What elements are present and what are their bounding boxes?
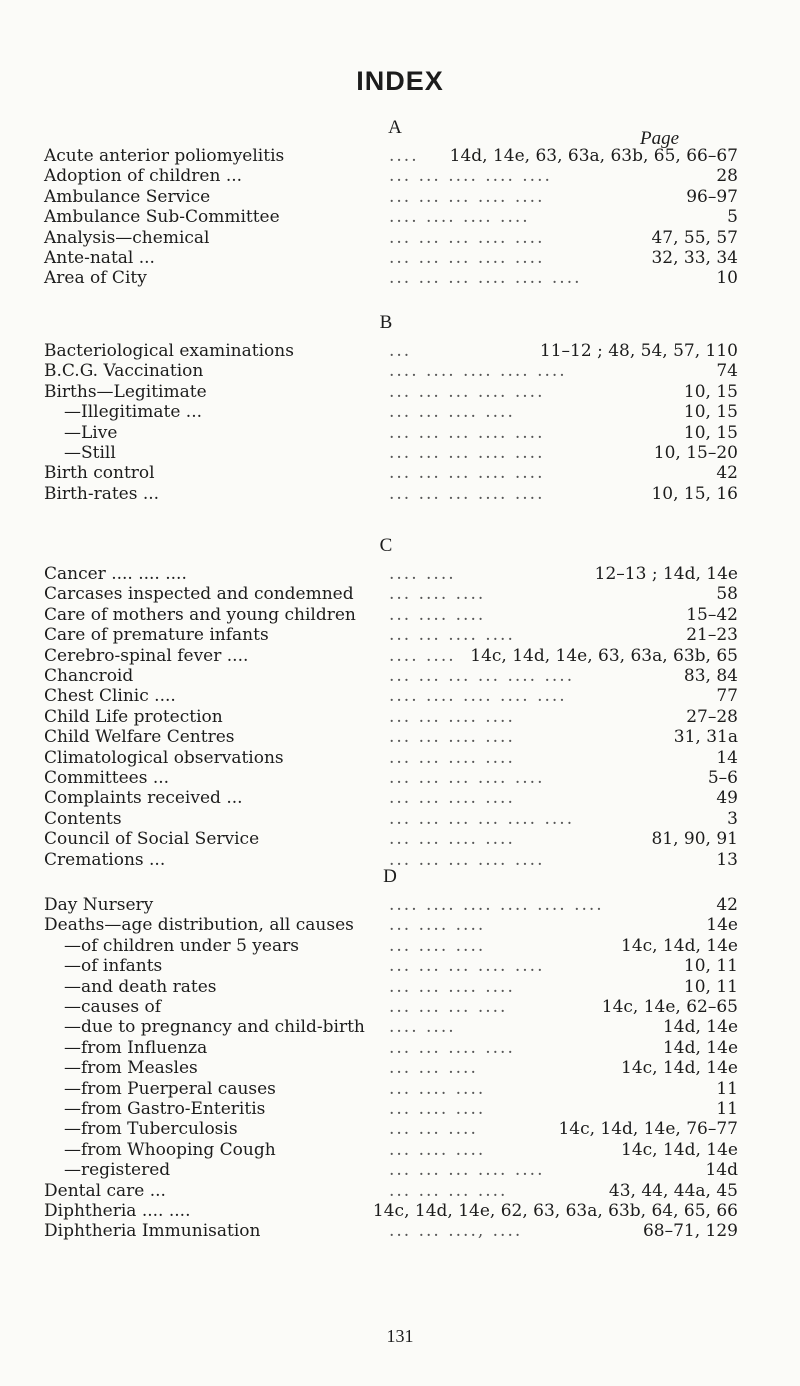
leader-dots: ... ... .... .... (389, 402, 515, 423)
index-entry (44, 1220, 738, 1242)
entry-pages: 49 (716, 788, 738, 809)
leader-dots: ... .... .... (389, 1078, 486, 1099)
index-entry (44, 267, 738, 289)
index-entry (44, 787, 738, 809)
index-entry (44, 1118, 738, 1140)
leader-dots: ... ... ... .... .... (389, 422, 545, 443)
leader-dots: ... .... .... (389, 584, 486, 605)
entry-pages: 10, 11 (683, 956, 738, 977)
index-entry (44, 955, 738, 977)
entry-label: Committees ... (44, 768, 170, 788)
index-entry (44, 186, 738, 208)
entry-label: —Live (64, 422, 118, 443)
index-entry (44, 1016, 738, 1038)
leader-dots: ... ... .... .... (389, 1037, 515, 1058)
entry-pages: 14d, 14e, 63, 63a, 63b, 65, 66–67 (449, 146, 738, 166)
index-entry (44, 645, 738, 667)
leader-dots: ... ... ... .... .... (389, 381, 545, 402)
entry-label: Ante-natal ... (44, 248, 155, 268)
entry-pages: 10, 15 (683, 422, 738, 443)
index-entry (44, 145, 738, 167)
entry-label: Area of City (44, 268, 147, 289)
entry-pages: 10, 15–20 (653, 443, 738, 463)
entry-label: —Illegitimate ... (64, 402, 203, 423)
leader-dots: ... ... ... .... (389, 997, 508, 1017)
entry-label: Birth control (44, 463, 155, 484)
index-entry (44, 247, 738, 269)
index-entry (44, 935, 738, 957)
leader-dots: ... ... .... .... (389, 625, 515, 646)
entry-pages: 14d, 14e (662, 1037, 738, 1058)
entry-label: Council of Social Service (44, 829, 260, 850)
index-entry (44, 360, 738, 382)
entry-pages: 5–6 (707, 768, 738, 788)
entry-label: Day Nursery (44, 895, 154, 915)
entry-label: Care of mothers and young children (44, 604, 356, 625)
leader-dots: ... .... .... (389, 935, 486, 956)
entry-pages: 14e (706, 915, 738, 936)
entry-pages: 14c, 14d, 14e (621, 1139, 738, 1160)
section-letter: C (379, 535, 393, 556)
leader-dots: ... ... ... .... .... (389, 956, 545, 977)
index-entry (44, 665, 738, 687)
leader-dots: ... ... .... .... (389, 829, 515, 850)
entry-pages: 42 (716, 463, 738, 484)
entry-label: Ambulance Sub-Committee (44, 207, 280, 228)
leader-dots: ... .... .... (389, 1099, 486, 1119)
entry-pages: 58 (716, 584, 738, 605)
index-entry (44, 422, 738, 444)
leader-dots: ... ... ... .... .... (389, 248, 545, 268)
index-entry (44, 563, 738, 585)
leader-dots: ... ... ... .... .... (389, 443, 545, 463)
index-entry (44, 976, 738, 998)
leader-dots: ... (389, 341, 412, 361)
index-entry (44, 1200, 738, 1222)
index-title: INDEX (356, 66, 444, 96)
entry-pages: 10 (716, 268, 738, 289)
entry-label: —Still (64, 443, 116, 463)
entry-pages: 11 (716, 1078, 738, 1099)
entry-label: Cerebro-spinal fever .... (44, 645, 249, 666)
entry-pages: 74 (716, 361, 738, 382)
entry-label: Birth-rates ... (44, 483, 160, 504)
index-entry (44, 747, 738, 769)
entry-label: Carcases inspected and condemned (44, 584, 354, 605)
leader-dots: .... .... .... .... .... (389, 361, 567, 382)
leader-dots: ... ... ... .... .... (389, 227, 545, 248)
entry-label: Births—Legitimate (44, 381, 207, 402)
leader-dots: ... ... ... .... .... (389, 186, 545, 207)
entry-pages: 11 (716, 1099, 738, 1119)
entry-pages: 14d, 14e (662, 1017, 738, 1038)
entry-label: Adoption of children ... (44, 166, 243, 187)
entry-pages: 14c, 14d, 14e, 63, 63a, 63b, 65 (470, 645, 738, 666)
index-entry (44, 767, 738, 789)
entry-pages: 13 (716, 849, 738, 870)
index-entry (44, 483, 738, 505)
leader-dots: ... ... ... .... .... (389, 463, 545, 484)
entry-pages: 14c, 14d, 14e (621, 935, 738, 956)
index-entry (44, 227, 738, 249)
leader-dots: ... ... ... .... (389, 1180, 508, 1201)
entry-pages: 14c, 14d, 14e (621, 1058, 738, 1079)
leader-dots: ... ... .... .... .... (389, 166, 552, 187)
entry-label: —and death rates (64, 976, 217, 997)
entry-label: Deaths—age distribution, all causes (44, 915, 354, 936)
leader-dots: ... ... .... (389, 1058, 478, 1079)
entry-pages: 14c, 14e, 62–65 (601, 997, 738, 1017)
entry-label: Cancer .... .... .... (44, 564, 187, 584)
index-entry (44, 604, 738, 626)
entry-pages: 10, 11 (683, 976, 738, 997)
leader-dots: ... ... ... .... .... (389, 483, 545, 504)
section-letter: A (388, 117, 402, 138)
leader-dots: ... ... .... .... (389, 747, 515, 768)
entry-pages: 81, 90, 91 (651, 829, 738, 850)
entry-pages: 15–42 (686, 604, 738, 625)
index-entry (44, 624, 738, 646)
leader-dots: ... ... ... .... .... (389, 1160, 545, 1181)
entry-pages: 96–97 (686, 186, 738, 207)
index-entry (44, 828, 738, 850)
entry-pages: 10, 15 (683, 402, 738, 423)
leader-dots: .... .... .... .... .... .... (389, 895, 604, 915)
page-number: 131 (386, 1326, 414, 1346)
entry-pages: 28 (716, 166, 738, 187)
leader-dots: .... .... .... .... .... (389, 686, 567, 707)
index-entry (44, 996, 738, 1018)
entry-pages: 14c, 14d, 14e, 76–77 (558, 1119, 738, 1140)
index-entry (44, 165, 738, 187)
entry-pages: 68–71, 129 (642, 1221, 738, 1242)
leader-dots: .... .... (389, 645, 456, 666)
leader-dots: ... ... ... .... .... (389, 849, 545, 870)
entry-label: —from Puerperal causes (64, 1078, 276, 1099)
leader-dots: ... ... ... .... .... (389, 768, 545, 788)
entry-label: —from Influenza (64, 1037, 208, 1058)
entry-label: —of children under 5 years (64, 935, 299, 956)
index-entry (44, 914, 738, 936)
entry-label: —from Tuberculosis (64, 1119, 238, 1140)
entry-label: Care of premature infants (44, 625, 269, 646)
leader-dots: .... .... .... .... (389, 207, 530, 228)
entry-label: Acute anterior poliomyelitis (44, 146, 285, 166)
page-column-header: Page (640, 128, 680, 149)
entry-label: Bacteriological examinations (44, 341, 294, 361)
entry-pages: 10, 15 (683, 381, 738, 402)
index-entry (44, 340, 738, 362)
index-entry (44, 1078, 738, 1100)
entry-label: Diphtheria Immunisation (44, 1221, 261, 1242)
leader-dots: ... ... ... ... .... .... (389, 808, 575, 829)
entry-label: —causes of (64, 997, 162, 1017)
entry-pages: 14c, 14d, 14e, 62, 63, 63a, 63b, 64, 65, 66 (372, 1201, 738, 1221)
leader-dots: ... ... .... .... (389, 976, 515, 997)
index-entry (44, 381, 738, 403)
entry-label: —from Measles (64, 1058, 198, 1079)
entry-label: —due to pregnancy and child-birth (64, 1017, 365, 1038)
index-entry (44, 726, 738, 748)
entry-pages: 12–13 ; 14d, 14e (594, 564, 738, 584)
leader-dots: ... ... ...., .... (389, 1221, 523, 1242)
entry-label: Child Life protection (44, 706, 223, 727)
index-entry (44, 808, 738, 830)
leader-dots: ... .... .... (389, 915, 486, 936)
leader-dots: .... .... (389, 1017, 456, 1038)
index-entry (44, 1159, 738, 1181)
entry-pages: 14 (716, 747, 738, 768)
entry-label: —from Gastro-Enteritis (64, 1099, 266, 1119)
index-entry (44, 206, 738, 228)
section-letter: D (383, 866, 397, 887)
entry-pages: 42 (716, 895, 738, 915)
index-entry (44, 583, 738, 605)
entry-pages: 32, 33, 34 (651, 248, 738, 268)
leader-dots: ... ... .... .... (389, 727, 515, 748)
entry-label: —registered (64, 1160, 171, 1181)
entry-label: Dental care ... (44, 1180, 166, 1201)
index-entry (44, 1037, 738, 1059)
entry-label: Complaints received ... (44, 788, 243, 809)
index-entry (44, 685, 738, 707)
leader-dots: ... ... ... ... .... .... (389, 666, 575, 686)
index-entry (44, 894, 738, 916)
entry-pages: 77 (716, 686, 738, 707)
entry-label: Analysis—chemical (44, 227, 210, 248)
entry-pages: 14d (705, 1160, 738, 1181)
leader-dots: .... (389, 146, 419, 166)
index-entry (44, 1139, 738, 1161)
entry-label: Chest Clinic .... (44, 686, 176, 707)
entry-label: Chancroid (44, 666, 134, 686)
index-entry (44, 1098, 738, 1120)
entry-pages: 27–28 (686, 706, 738, 727)
leader-dots: ... ... .... .... (389, 788, 515, 809)
leader-dots: ... .... .... (389, 1139, 486, 1160)
index-entry (44, 401, 738, 423)
entry-pages: 43, 44, 44a, 45 (608, 1180, 738, 1201)
entry-label: Contents (44, 808, 122, 829)
entry-label: —from Whooping Cough (64, 1139, 276, 1160)
leader-dots: ... ... .... .... (389, 706, 515, 727)
section-letter: B (379, 312, 393, 333)
entry-pages: 31, 31a (673, 727, 738, 748)
leader-dots: .... .... (389, 564, 456, 584)
entry-pages: 47, 55, 57 (651, 227, 738, 248)
index-entry (44, 442, 738, 464)
entry-label: Child Welfare Centres (44, 727, 235, 748)
entry-pages: 21–23 (686, 625, 738, 646)
entry-label: Ambulance Service (44, 186, 211, 207)
index-entry (44, 706, 738, 728)
index-entry (44, 1057, 738, 1079)
entry-pages: 11–12 ; 48, 54, 57, 110 (539, 341, 738, 361)
index-entry (44, 462, 738, 484)
entry-label: B.C.G. Vaccination (44, 361, 204, 382)
leader-dots: ... .... .... (389, 604, 486, 625)
entry-pages: 83, 84 (683, 666, 738, 686)
entry-pages: 3 (727, 808, 738, 829)
leader-dots: ... ... ... .... .... .... (389, 268, 582, 289)
entry-pages: 5 (727, 207, 738, 228)
entry-label: Climatological observations (44, 747, 284, 768)
entry-label: —of infants (64, 956, 163, 977)
leader-dots: ... ... .... (389, 1119, 478, 1140)
entry-label: Diphtheria .... .... (44, 1201, 191, 1221)
index-entry (44, 1180, 738, 1202)
entry-label: Cremations ... (44, 849, 166, 870)
entry-pages: 10, 15, 16 (651, 483, 738, 504)
